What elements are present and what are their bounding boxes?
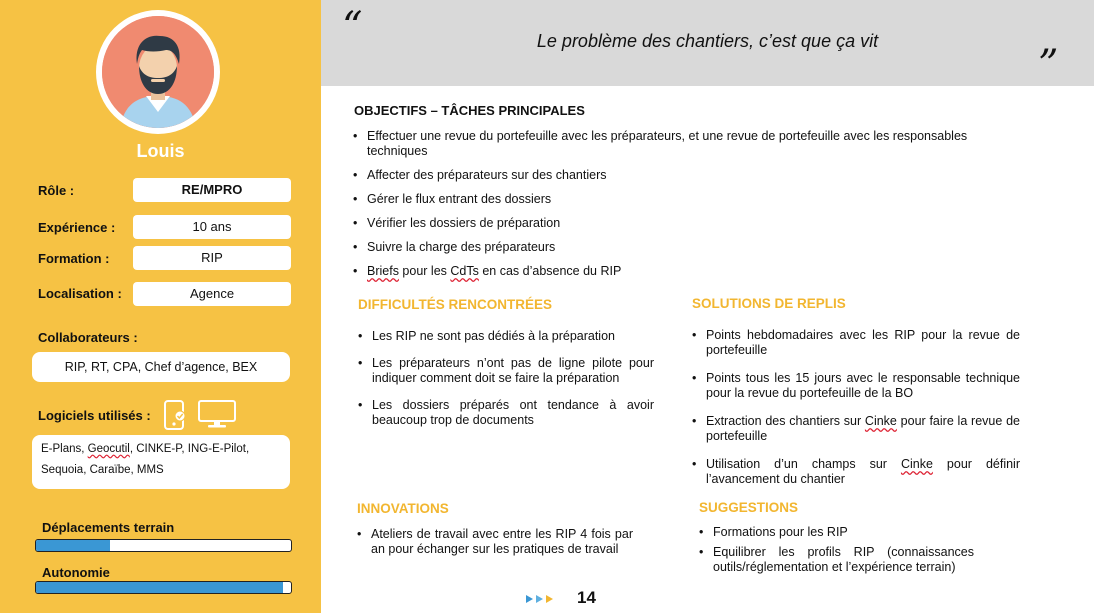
- innovations-title: INNOVATIONS: [357, 501, 449, 516]
- deplacements-bar: [35, 539, 292, 552]
- list-item: • Formations pour les RIP: [699, 525, 974, 540]
- avatar: [96, 10, 220, 134]
- localisation-value: Agence: [133, 282, 291, 306]
- software-label: Logiciels utilisés :: [38, 408, 151, 423]
- list-item: • Gérer le flux entrant des dossiers: [353, 192, 975, 207]
- list-item: • Points tous les 15 jours avec le responsable technique pour la revue du portefeuille de la BO: [692, 371, 1020, 401]
- difficultes-list: [358, 329, 654, 428]
- list-item: • Ateliers de travail avec entre les RIP 4 fois par an pour échanger sur les pratiques de travail: [357, 527, 633, 557]
- collaborateurs-label: Collaborateurs :: [38, 330, 138, 345]
- list-item: • Les RIP ne sont pas dédiés à la préparation: [358, 329, 654, 344]
- persona-quote: Le problème des chantiers, c’est que ça vit: [536, 31, 879, 51]
- collaborateurs-value: RIP, RT, CPA, Chef d’agence, BEX: [32, 352, 290, 382]
- list-item: • Suivre la charge des préparateurs: [353, 240, 975, 255]
- suggestions-list: [699, 525, 974, 575]
- suggestions-title: SUGGESTIONS: [699, 500, 799, 515]
- list-item: • Points hebdomadaires avec les RIP pour la revue de portefeuille: [692, 328, 1020, 358]
- role-label: Rôle :: [38, 183, 75, 198]
- experience-value: 10 ans: [133, 215, 291, 239]
- software-list: [32, 435, 290, 489]
- software-line-1: E-Plans, Geocutil, CINKE-P, ING-E-Pilot,: [41, 443, 250, 455]
- software-line-2: Sequoia, Caraïbe, MMS: [41, 464, 164, 476]
- solutions-list: [692, 328, 1020, 487]
- autonomie-label: Autonomie: [42, 565, 110, 580]
- person-avatar-icon: [102, 16, 214, 128]
- list-item: • Briefs pour les CdTs en cas d’absence du RIP: [353, 264, 975, 279]
- innovations-list: [357, 527, 633, 557]
- monitor-icon: [197, 399, 237, 434]
- profile-name: Louis: [136, 141, 185, 161]
- experience-label: Expérience :: [38, 220, 116, 235]
- formation-label: Formation :: [38, 251, 110, 266]
- list-item: • Effectuer une revue du portefeuille avec les préparateurs, et une revue de portefeuille avec les responsables techniques: [353, 129, 975, 159]
- close-quote-mark: ”: [1038, 42, 1059, 88]
- phone-icon: [162, 400, 188, 435]
- open-quote-mark: “: [342, 4, 363, 50]
- objectifs-title: OBJECTIFS – TÂCHES PRINCIPALES: [354, 103, 585, 118]
- localisation-label: Localisation :: [38, 286, 122, 301]
- list-item: • Equilibrer les profils RIP (connaissances outils/réglementation et l’expérience terrain): [699, 545, 974, 575]
- list-item: • Utilisation d’un champs sur Cinke pour définir l’avancement du chantier: [692, 457, 1020, 487]
- objectifs-list: [353, 129, 975, 279]
- formation-value: RIP: [133, 246, 291, 270]
- difficultes-title: DIFFICULTÉS RENCONTRÉES: [358, 297, 553, 312]
- list-item: • Affecter des préparateurs sur des chantiers: [353, 168, 975, 183]
- list-item: • Les dossiers préparés ont tendance à avoir beaucoup trop de documents: [358, 398, 654, 428]
- page-number: 14: [577, 588, 596, 607]
- list-item: • Vérifier les dossiers de préparation: [353, 216, 975, 231]
- deplacements-label: Déplacements terrain: [42, 520, 175, 535]
- role-value: RE/MPRO: [133, 178, 291, 202]
- autonomie-bar: [35, 581, 292, 594]
- solutions-title: SOLUTIONS DE REPLIS: [692, 296, 846, 311]
- profile-panel: [0, 0, 321, 613]
- triple-arrow-icon: [526, 595, 553, 603]
- list-item: • Extraction des chantiers sur Cinke pour faire la revue de portefeuille: [692, 414, 1020, 444]
- list-item: • Les préparateurs n’ont pas de ligne pilote pour indiquer comment doit se faire la préparation: [358, 356, 654, 386]
